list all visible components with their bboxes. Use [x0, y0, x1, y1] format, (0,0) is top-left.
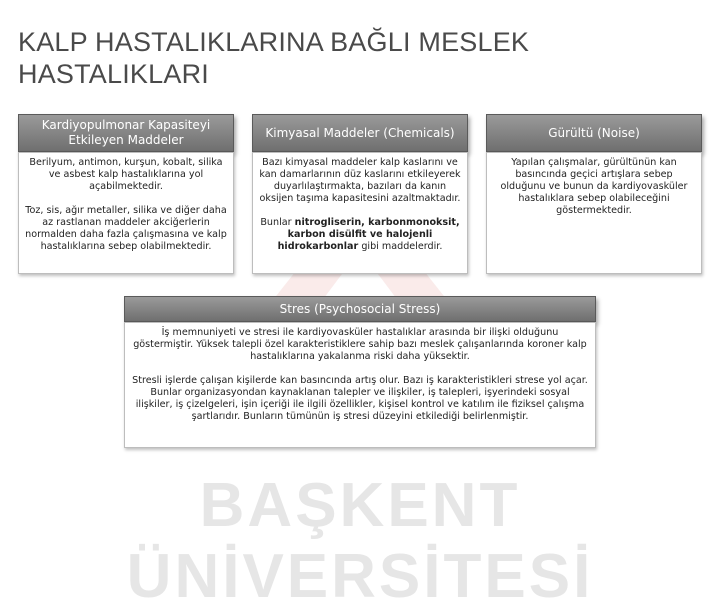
content-stress	[124, 322, 596, 448]
header-noise-label: Gürültü (Noise)	[548, 125, 640, 140]
header-stress	[124, 296, 596, 322]
slide-title: KALP HASTALIKLARINA BAĞLI MESLEK HASTALIKLARI	[18, 27, 530, 89]
header-cardiopulmonary-label: Kardiyopulmonar Kapasiteyi Etkileyen Maddeler	[41, 118, 211, 147]
cardiopulmonary-paragraph: Toz, sis, ağır metaller, silika ve diğer daha az rastlanan maddeler akciğerlerin normalden daha fazla çalışmasına ve kalp hastalıklarına sebep olabilmektedir.	[25, 205, 227, 252]
stress-paragraph: İş memnuniyeti ve stresi ile kardiyovasküler hastalıklar arasında bir ilişki olduğunu göstermiştir. Yüksek talepli özel karakteristiklere sahip bazı meslek çalışanlarında koroner kalp hastalıklarına yakalanma riski daha yüksektir.	[133, 327, 587, 362]
chemicals-substances: nitrogliserin, karbonmonoksit, karbon disülfit ve halojenli hidrokarbonlar	[277, 217, 460, 252]
header-noise	[486, 114, 702, 152]
content-noise	[486, 152, 702, 274]
noise-paragraph: Yapılan çalışmalar, gürültünün kan basıncında geçici artışlara sebep olduğunu ve bunun da kardiyovasküler hastalıklara sebep olabileceğini göstermektedir.	[500, 157, 688, 216]
cardiopulmonary-paragraph: Berilyum, antimon, kurşun, kobalt, silika ve asbest kalp hastalıklarına yol açabilmektedir.	[29, 157, 223, 192]
chemicals-suffix: gibi maddelerdir.	[358, 241, 443, 252]
content-chemicals	[252, 152, 468, 274]
header-chemicals	[252, 114, 468, 152]
stress-paragraph: Stresli işlerde çalışan kişilerde kan basıncında artış olur. Bazı iş karakteristikleri strese yol açar. Bunlar organizasyondan kaynaklanan talepler ve ilişkiler, iş talepleri, işyerindeki sosyal ilişkiler, iş çizelgeleri, işin içeriği ile ilgili özellikler, kişisel kontrol ve katılım ile fiziksel çalışma şartlarıdır. Bunların tümünün iş stresi düzeyini etkilediği belirlenmiştir.	[132, 375, 588, 422]
chemicals-prefix: Bunlar	[260, 217, 295, 228]
chemicals-paragraph-substances	[259, 217, 461, 253]
content-cardiopulmonary	[18, 152, 234, 274]
header-stress-label: Stres (Psychosocial Stress)	[279, 301, 441, 316]
header-cardiopulmonary	[18, 114, 234, 152]
chemicals-paragraph: Bazı kimyasal maddeler kalp kaslarını ve kan damarlarının düz kaslarını etkileyerek duyarlılaştırmakta, bazıları da kanın oksijen taşıma kapasitesini azaltmaktadır.	[259, 157, 461, 204]
header-chemicals-label: Kimyasal Maddeler (Chemicals)	[265, 125, 455, 140]
university-name-watermark: BAŞKENT ÜNİVERSİTESİ	[126, 471, 594, 611]
